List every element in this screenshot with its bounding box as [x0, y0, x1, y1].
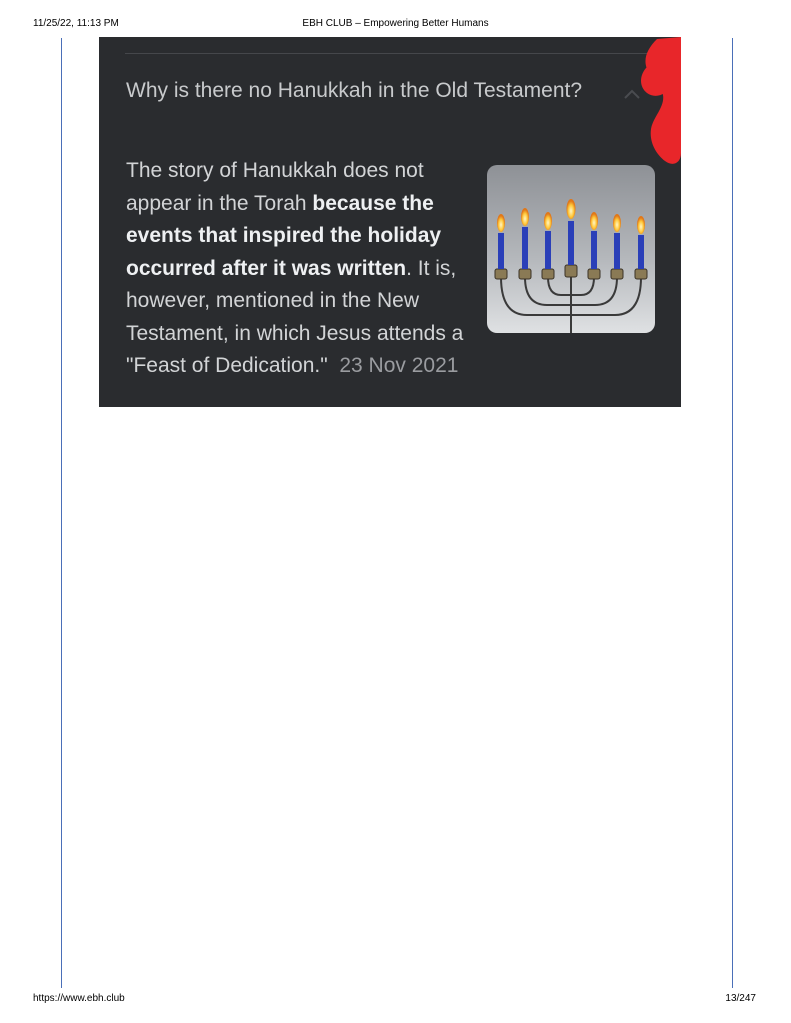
print-page-number: 13/247 — [725, 993, 756, 1004]
menorah-image[interactable] — [487, 165, 655, 333]
screenshot-card — [99, 37, 681, 407]
right-margin-line — [732, 38, 733, 988]
answer-date: 23 Nov 2021 — [339, 354, 459, 377]
left-margin-line — [61, 38, 62, 988]
divider — [125, 53, 655, 54]
answer-part2: . It is, however, mentioned in the New Testament, in which Jesus attends a "Feast of Dedication." — [126, 256, 464, 377]
answer-text — [126, 155, 481, 383]
print-page-title: EBH CLUB – Empowering Better Humans — [302, 18, 489, 29]
print-url: https://www.ebh.club — [33, 993, 125, 1004]
red-redaction-mark — [617, 37, 681, 167]
question-heading[interactable]: Why is there no Hanukkah in the Old Testament? — [126, 79, 583, 102]
answer-part1: The story of Hanukkah does not appear in the Torah — [126, 159, 424, 215]
answer-bold: because the events that inspired the holiday occurred after it was written — [126, 191, 442, 280]
print-datetime: 11/25/22, 11:13 PM — [33, 18, 119, 29]
